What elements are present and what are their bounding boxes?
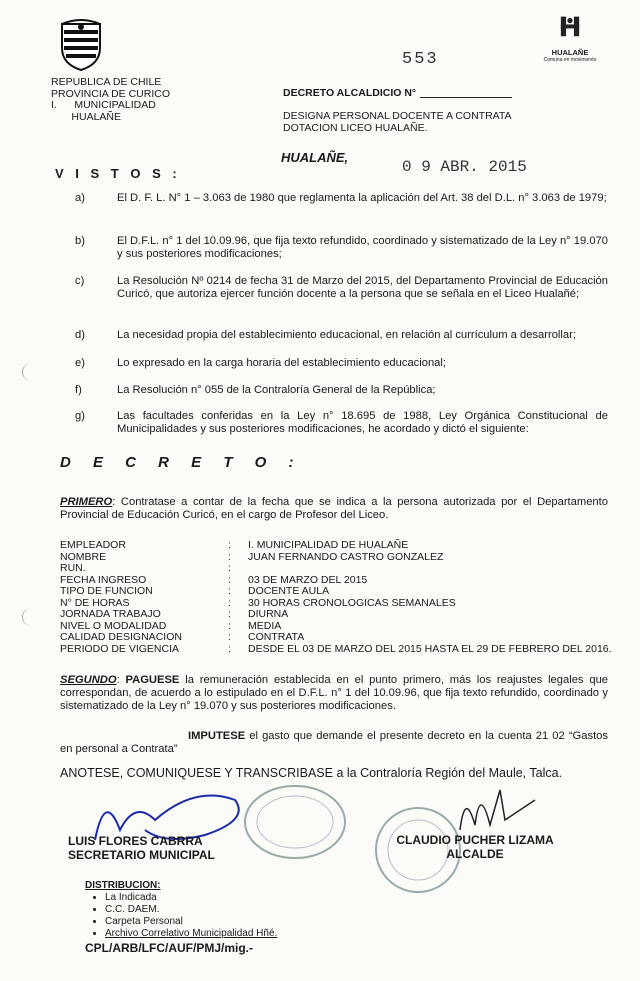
details-row: NIVEL O MODALIDAD : MEDIA bbox=[60, 619, 282, 632]
details-row: JORNADA TRABAJO : DIURNA bbox=[60, 608, 289, 620]
mayor-name: CLAUDIO PUCHER LIZAMA bbox=[396, 833, 554, 847]
item-letter: g) bbox=[75, 410, 85, 422]
mayor-signature bbox=[450, 780, 540, 840]
typist-initials: CPL/ARB/LFC/AUF/PMJ/mig.- bbox=[85, 941, 253, 955]
decree-number-line bbox=[420, 97, 512, 98]
secretary-title: SECRETARIO MUNICIPAL bbox=[68, 848, 215, 862]
municipal-crest-icon bbox=[58, 16, 104, 72]
segundo-paragraph bbox=[60, 674, 608, 713]
decree-subject: DESIGNA PERSONAL DOCENTE A CONTRATA DOTACION LICEO HUALAÑE. bbox=[283, 110, 511, 134]
header-line: I. MUNICIPALIDAD bbox=[51, 99, 156, 111]
details-key: PERIODO DE VIGENCIA bbox=[60, 642, 180, 655]
item-text: La Resolución Nº 0214 de fecha 31 de Marzo del 2015, del Departamento Provincial de Educación Curicó, que autoriza ejercer función docente a la persona que se señala en el Liceo Hualañé; bbox=[117, 275, 608, 300]
stamp-number: 553 bbox=[402, 50, 439, 69]
segundo-lead: : bbox=[116, 674, 126, 686]
vistos-item bbox=[75, 357, 608, 370]
city-label: HUALAÑE, bbox=[281, 150, 349, 165]
municipal-seal bbox=[240, 782, 350, 862]
date-stamp: 0 9 ABR. 2015 bbox=[402, 158, 527, 176]
segundo-label: SEGUNDO bbox=[60, 674, 117, 686]
details-value: I. MUNICIPALIDAD DE HUALAÑE bbox=[248, 539, 409, 551]
secretary-name: LUIS FLORES CABRRA bbox=[68, 834, 203, 848]
margin-mark bbox=[22, 608, 41, 626]
primero-text: : Contratase a contar de la fecha que se indica a la persona autorizada por el Departamento Provincial de Educación Curicó, en el cargo de Profesor del Liceo. bbox=[60, 496, 608, 521]
details-key: TIPO DE FUNCION bbox=[60, 585, 153, 597]
distribution-item: • Carpeta Personal bbox=[105, 916, 277, 928]
item-letter: b) bbox=[75, 235, 85, 247]
details-row: RUN. : bbox=[60, 562, 231, 574]
details-row: PERIODO DE VIGENCIA : DESDE EL 03 DE MARZO DEL 2015 HASTA EL 29 DE FEBRERO DEL 2016. bbox=[60, 642, 612, 655]
details-key: CALIDAD DESIGNACION bbox=[60, 631, 182, 643]
details-value: JUAN FERNANDO CASTRO GONZALEZ bbox=[248, 550, 444, 563]
item-text: La Resolución n° 055 de la Contraloría General de la República; bbox=[117, 384, 436, 396]
distribution-item: • La Indicada bbox=[105, 892, 277, 904]
employee-details-table bbox=[60, 540, 612, 655]
imputese-keyword: IMPUTESE bbox=[188, 730, 246, 742]
details-key: EMPLEADOR bbox=[60, 539, 126, 551]
segundo-keyword: PAGUESE bbox=[125, 674, 180, 686]
logo-subtitle: Comuna en movimiento bbox=[543, 57, 597, 63]
details-value: 30 HORAS CRONOLOGICAS SEMANALES bbox=[248, 596, 456, 609]
item-text: Lo expresado en la carga horaria del establecimiento educacional; bbox=[117, 357, 446, 369]
header-line: HUALAÑE bbox=[51, 110, 122, 123]
item-text: El D. F. L. N° 1 – 3.063 de 1980 que reglamenta la aplicación del Art. 38 del D.L. n° 3.063 de 1979; bbox=[117, 192, 607, 204]
item-text: La necesidad propia del establecimiento educacional, en relación al currículum a desarrollar; bbox=[117, 329, 576, 341]
item-text: El D.F.L. n° 1 del 10.09.96, que fija texto refundido, coordinado y sistematizado de la Ley n° 19.070 y sus posteriores modificaciones; bbox=[117, 235, 608, 260]
details-row: NOMBRE : JUAN FERNANDO CASTRO GONZALEZ bbox=[60, 550, 444, 563]
mayor-signature-block bbox=[390, 833, 560, 861]
distribution-block bbox=[85, 880, 277, 940]
decree-number-label: DECRETO ALCALDICIO N° bbox=[283, 87, 417, 99]
details-row: TIPO DE FUNCION : DOCENTE AULA bbox=[60, 585, 330, 597]
details-row: N° DE HORAS : 30 HORAS CRONOLOGICAS SEMANALES bbox=[60, 596, 456, 609]
details-value: CONTRATA bbox=[248, 631, 305, 643]
details-key: JORNADA TRABAJO bbox=[60, 608, 161, 620]
issuer-header bbox=[51, 77, 170, 123]
details-value: MEDIA bbox=[248, 619, 282, 632]
header-line: PROVINCIA DE CURICO bbox=[51, 87, 171, 100]
logo-name: HUALAÑE bbox=[551, 48, 589, 57]
details-key: N° DE HORAS bbox=[60, 596, 130, 609]
anotese-line: ANOTESE, COMUNIQUESE Y TRANSCRIBASE a la Contraloría Región del Maule, Talca. bbox=[60, 766, 563, 780]
details-key: FECHA INGRESO bbox=[60, 573, 147, 586]
distribution-list bbox=[85, 892, 277, 940]
vistos-item bbox=[75, 275, 608, 301]
margin-mark bbox=[22, 363, 41, 381]
details-value: DESDE EL 03 DE MARZO DEL 2015 HASTA EL 29 DE FEBRERO DEL 2016. bbox=[248, 642, 612, 655]
secretary-signature-block bbox=[68, 834, 215, 862]
hualane-logo-icon bbox=[548, 14, 592, 48]
details-row: CALIDAD DESIGNACION : CONTRATA bbox=[60, 631, 305, 643]
details-value: DOCENTE AULA bbox=[248, 585, 330, 597]
details-row: FECHA INGRESO : 03 DE MARZO DEL 2015 bbox=[60, 573, 368, 586]
details-value: 03 DE MARZO DEL 2015 bbox=[248, 573, 368, 586]
header-line: REPUBLICA DE CHILE bbox=[51, 76, 162, 88]
vistos-item bbox=[75, 329, 608, 342]
item-letter: d) bbox=[75, 329, 85, 341]
imputese-paragraph bbox=[60, 730, 608, 756]
item-letter: e) bbox=[75, 357, 85, 369]
vistos-heading: V I S T O S : bbox=[55, 166, 181, 181]
item-letter: f) bbox=[75, 384, 82, 396]
item-text: Las facultades conferidas en la Ley n° 18.695 de 1988, Ley Orgánica Constitucional de Municipalidades y sus posteriores modificaciones, he acordado y dictó el siguiente: bbox=[117, 410, 608, 435]
item-letter: c) bbox=[75, 275, 85, 287]
imputese-text: el gasto que demande el presente decreto en la cuenta 21 02 “Gastos en personal a Contrata” bbox=[60, 730, 608, 755]
details-key: NOMBRE bbox=[60, 550, 107, 563]
details-key: RUN. bbox=[60, 562, 86, 574]
details-key: NIVEL O MODALIDAD bbox=[60, 619, 167, 632]
segundo-text: la remuneración establecida en el punto primero, más los reajustes legales que correspondan, de acuerdo a lo estipulado en el D.F.L. n° 1 del 10.09.96, que fija texto refundido, coordinado y sistematizado de la Ley n° 19.070 y sus posteriores modificaciones. bbox=[60, 674, 609, 712]
details-row: EMPLEADOR : I. MUNICIPALIDAD DE HUALAÑE bbox=[60, 539, 409, 551]
primero-label: PRIMERO bbox=[60, 496, 113, 508]
details-value: DIURNA bbox=[248, 608, 289, 620]
mayor-title: ALCALDE bbox=[446, 847, 504, 861]
vistos-item bbox=[75, 192, 608, 205]
vistos-item bbox=[75, 410, 608, 436]
distribution-heading: DISTRIBUCION: bbox=[85, 880, 161, 891]
vistos-item bbox=[75, 235, 608, 261]
distribution-item: • C.C. DAEM. bbox=[105, 904, 277, 916]
primero-paragraph bbox=[60, 496, 608, 522]
distribution-item: • Archivo Correlativo Municipalidad Hñé. bbox=[105, 928, 277, 940]
item-letter: a) bbox=[75, 192, 85, 204]
vistos-item bbox=[75, 384, 608, 397]
decreto-heading: D E C R E T O : bbox=[60, 454, 303, 471]
